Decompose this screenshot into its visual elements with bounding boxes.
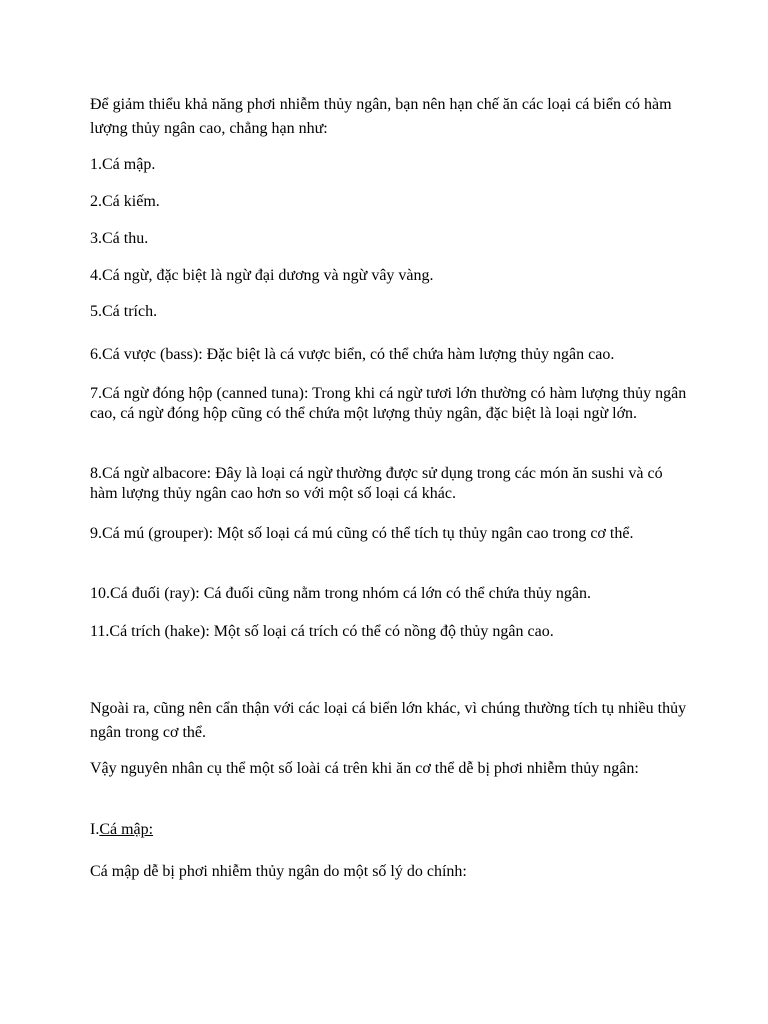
list-item: 7.Cá ngừ đóng hộp (canned tuna): Trong khi cá ngừ tươi lớn thường có hàm lượng thủy ngân cao, cá ngừ đóng hộp cũng có thể chứa một lượng thủy ngân, đặc biệt là loại ngừ lớn. bbox=[90, 385, 687, 422]
list-item: 5.Cá trích. bbox=[90, 303, 158, 320]
question-paragraph: Vậy nguyên nhân cụ thể một số loài cá trên khi ăn cơ thể dễ bị phơi nhiễm thủy ngân: bbox=[90, 760, 639, 777]
list-item: 4.Cá ngừ, đặc biệt là ngừ đại dương và ngừ vây vàng. bbox=[90, 267, 434, 284]
list-item: 2.Cá kiếm. bbox=[90, 193, 160, 210]
section-title: Cá mập: bbox=[99, 821, 154, 838]
intro-paragraph: Để giảm thiểu khả năng phơi nhiễm thủy ngân, bạn nên hạn chế ăn các loại cá biển có hàm lượng thủy ngân cao, chẳng hạn như: bbox=[90, 96, 672, 137]
section-number: I. bbox=[90, 821, 100, 838]
list-item: 1.Cá mập. bbox=[90, 156, 156, 173]
section-intro: Cá mập dễ bị phơi nhiễm thủy ngân do một số lý do chính: bbox=[90, 863, 467, 880]
list-item: 8.Cá ngừ albacore: Đây là loại cá ngừ thường được sử dụng trong các món ăn sushi và có hàm lượng thủy ngân cao hơn so với một số loại cá khác. bbox=[90, 465, 663, 502]
note-paragraph: Ngoài ra, cũng nên cẩn thận với các loại cá biển lớn khác, vì chúng thường tích tụ nhiều thủy ngân trong cơ thể. bbox=[90, 700, 687, 741]
list-item: 9.Cá mú (grouper): Một số loại cá mú cũng có thể tích tụ thủy ngân cao trong cơ thể. bbox=[90, 525, 634, 542]
list-item: 3.Cá thu. bbox=[90, 230, 149, 247]
section-heading bbox=[90, 820, 690, 840]
list-item: 10.Cá đuối (ray): Cá đuối cũng nằm trong nhóm cá lớn có thể chứa thủy ngân. bbox=[90, 585, 592, 602]
list-item: 6.Cá vược (bass): Đặc biệt là cá vược biển, có thể chứa hàm lượng thủy ngân cao. bbox=[90, 346, 615, 363]
list-item: 11.Cá trích (hake): Một số loại cá trích có thể có nồng độ thủy ngân cao. bbox=[90, 623, 554, 640]
